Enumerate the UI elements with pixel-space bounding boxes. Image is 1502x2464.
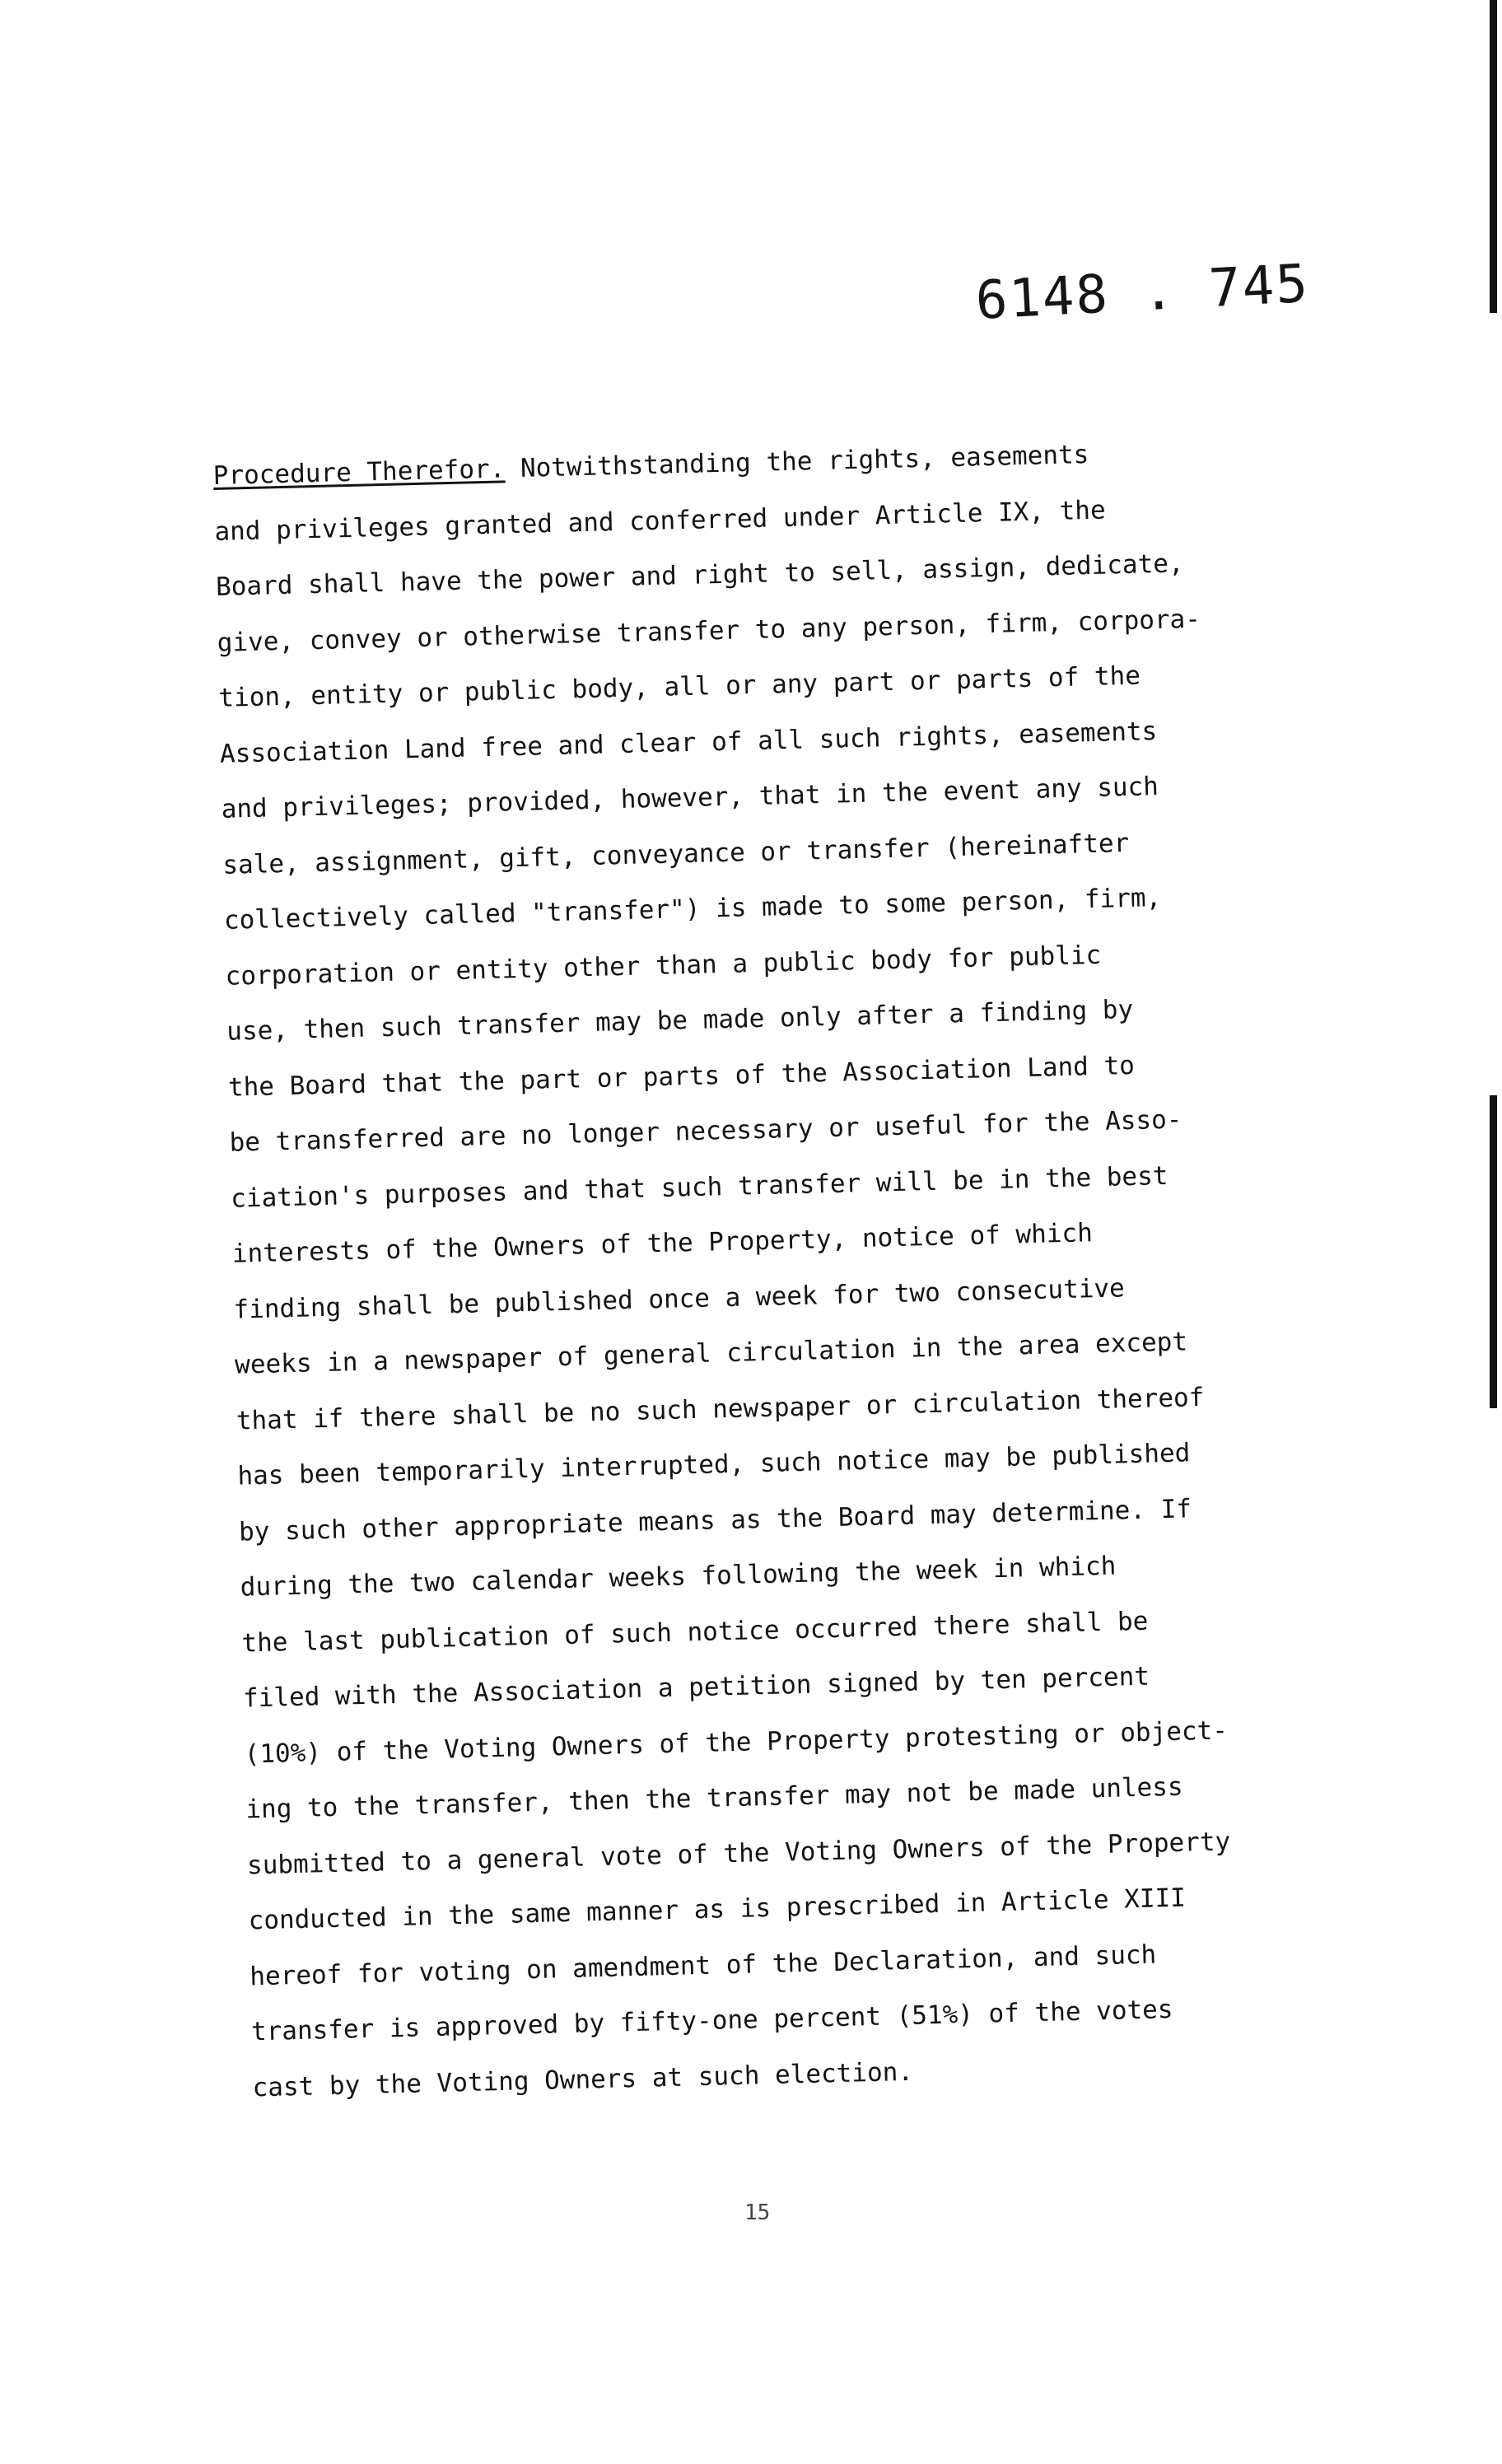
text-line: the last publication of such notice occurred there shall be (240, 1606, 1149, 1659)
text-line: and privileges; provided, however, that in the event any such (221, 772, 1159, 824)
scan-edge-mark-middle (1490, 1095, 1497, 1408)
text-line: interests of the Owners of the Property, notice of which (231, 1218, 1094, 1269)
text-line: cast by the Voting Owners at such election. (252, 2056, 914, 2102)
text-line: Association Land free and clear of all such rights, easements (219, 716, 1158, 769)
text-line: weeks in a newspaper of general circulation in the area except (234, 1327, 1188, 1380)
text-line: be transferred are no longer necessary or useful for the Asso- (229, 1104, 1182, 1158)
text-line: by such other appropriate means as the Board may determine. If (238, 1493, 1192, 1547)
text-line: hereof for voting on amendment of the Declaration, and such (249, 1939, 1157, 1991)
body-text (212, 422, 1350, 2178)
text-line: and privileges granted and conferred under Article IX, the (214, 495, 1107, 547)
text-line: ing to the transfer, then the transfer may not be made unless (245, 1771, 1183, 1825)
text-line: sale, assignment, gift, conveyance or transfer (hereinafter (222, 828, 1130, 880)
text-line: filed with the Association a petition signed by ten percent (242, 1661, 1150, 1714)
text-line: conducted in the same manner as is prescribed in Article XIII (248, 1883, 1187, 1936)
text-line: collectively called "transfer") is made to some person, firm, (223, 883, 1162, 936)
text-line: (10%) of the Voting Owners of the Property protesting or object- (244, 1715, 1229, 1770)
text-line: give, convey or otherwise transfer to any person, firm, corpora- (217, 604, 1201, 658)
text-line: submitted to a general vote of the Voting Owners of the Property (246, 1826, 1231, 1880)
text-line: the Board that the part or parts of the Association Land to (227, 1050, 1136, 1103)
text-line: ciation's purposes and that such transfer will be in the best (230, 1160, 1168, 1214)
text-line: use, then such transfer may be made only after a finding by (226, 994, 1134, 1047)
page-number: 15 (744, 2200, 771, 2225)
scan-edge-mark-top (1490, 0, 1497, 313)
text-line-content: Notwithstanding the rights, easements (504, 440, 1089, 484)
text-line: Board shall have the power and right to sell, assign, dedicate, (215, 548, 1185, 602)
text-line: has been temporarily interrupted, such notice may be published (237, 1438, 1191, 1491)
book-page-stamp: 6148 . 745 (973, 253, 1311, 332)
text-line: tion, entity or public body, all or any part or parts of the (217, 660, 1141, 713)
section-heading: Procedure Therefor. (212, 454, 506, 491)
text-line: finding shall be published once a week for two consecutive (233, 1272, 1126, 1325)
text-line: that if there shall be no such newspaper or circulation thereof (236, 1382, 1205, 1436)
text-line: corporation or entity other than a public body for public (225, 940, 1102, 992)
text-line: transfer is approved by fifty-one percent (51%) of the votes (250, 1995, 1173, 2047)
text-line: during the two calendar weeks following the week in which (240, 1551, 1117, 1603)
